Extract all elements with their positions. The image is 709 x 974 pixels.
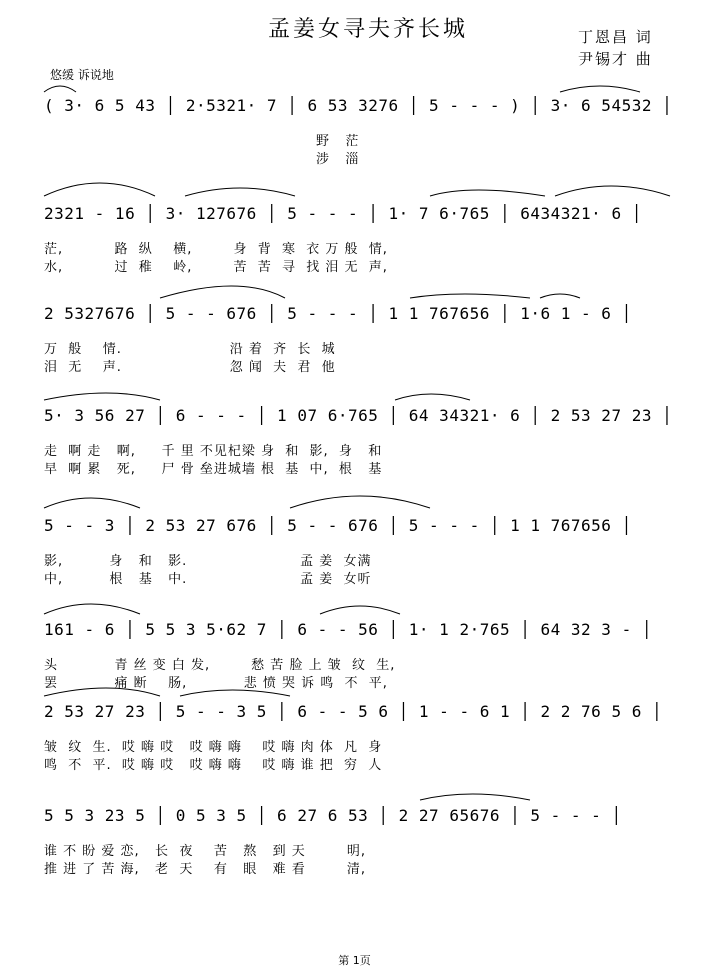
slur — [185, 188, 295, 196]
slur — [395, 394, 470, 400]
lyricist-credit: 丁恩昌 词 — [578, 28, 653, 46]
lyric-verse-2: 早 啊 累 死, 尸 骨 垒进城墙 根 基 中, 根 基 — [44, 462, 383, 477]
slur — [430, 190, 545, 196]
slur — [180, 690, 290, 696]
lyric-verse-1: 野 茫 — [44, 134, 360, 149]
slur — [44, 604, 140, 614]
slur — [410, 294, 530, 298]
slur — [44, 183, 155, 196]
notes-line: 5· 3 56 27 │ 6 - - - │ 1 07 6·765 │ 64 34321· 6 │ 2 53 27 23 │ — [44, 406, 673, 425]
notes-line: 2321 - 16 │ 3· 127676 │ 5 - - - │ 1· 7 6·765 │ 6434321· 6 │ — [44, 204, 642, 223]
slur — [320, 606, 400, 614]
page-number: 第 1页 — [338, 954, 371, 967]
song-title: 孟姜女寻夫齐长城 — [268, 17, 469, 42]
slur — [555, 186, 670, 196]
notes-line: ( 3· 6 5 43 │ 2·5321· 7 │ 6 53 3276 │ 5 - - - ) │ 3· 6 54532 │ — [44, 96, 673, 115]
lyric-verse-1: 皱 纹 生. 哎 嗨 哎 哎 嗨 嗨 哎 嗨 肉 体 凡 身 — [44, 740, 383, 755]
notes-line: 161 - 6 │ 5 5 3 5·62 7 │ 6 - - 56 │ 1· 1 2·765 │ 64 32 3 - │ — [44, 620, 652, 639]
notes-line: 5 - - 3 │ 2 53 27 676 │ 5 - - 676 │ 5 - - - │ 1 1 767656 │ — [44, 516, 632, 535]
composer-credit: 尹锡才 曲 — [578, 50, 653, 68]
slur — [44, 498, 140, 508]
tempo-marking: 悠缓 诉说地 — [50, 68, 114, 82]
slur — [420, 794, 530, 800]
notes-line: 5 5 3 23 5 │ 0 5 3 5 │ 6 27 6 53 │ 2 27 65676 │ 5 - - - │ — [44, 806, 622, 825]
lyric-verse-1: 影, 身 和 影. 孟 姜 女满 — [44, 554, 372, 569]
notes-line: 2 53 27 23 │ 5 - - 3 5 │ 6 - - 5 6 │ 1 - - 6 1 │ 2 2 76 5 6 │ — [44, 702, 663, 721]
lyric-verse-2: 罢 痛 断 肠, 悲 愤 哭 诉 鸣 不 平, — [44, 676, 388, 691]
lyric-verse-1: 走 啊 走 啊, 千 里 不见杞梁 身 和 影, 身 和 — [44, 444, 383, 459]
slur — [160, 286, 285, 298]
slur — [44, 688, 160, 696]
slur — [560, 86, 640, 92]
lyric-verse-2: 推 进 了 苦 海, 老 天 有 眼 难 看 清, — [44, 862, 366, 877]
slur — [44, 86, 76, 92]
slur — [540, 294, 580, 298]
notes-line: 2 5327676 │ 5 - - 676 │ 5 - - - │ 1 1 767656 │ 1·6 1 - 6 │ — [44, 304, 632, 323]
lyric-verse-2: 水, 过 稚 岭, 苦 苦 寻 找 泪 无 声, — [44, 260, 388, 275]
lyric-verse-2: 中, 根 基 中. 孟 姜 女听 — [44, 572, 372, 587]
lyric-verse-1: 谁 不 盼 爱 恋, 长 夜 苦 熬 到 天 明, — [44, 844, 366, 859]
slur — [290, 496, 430, 508]
slur — [44, 393, 160, 400]
lyric-verse-1: 茫, 路 纵 横, 身 背 寒 衣 万 般 情, — [44, 242, 388, 257]
lyric-verse-1: 头 青 丝 变 白 发, 愁 苦 脸 上 皱 纹 生, — [44, 658, 396, 673]
lyric-verse-2: 涉 淄 — [44, 152, 360, 167]
lyric-verse-2: 鸣 不 平. 哎 嗨 哎 哎 嗨 嗨 哎 嗨 谁 把 穷 人 — [44, 758, 383, 773]
lyric-verse-1: 万 般 情. 沿 着 齐 长 城 — [44, 342, 336, 357]
lyric-verse-2: 泪 无 声. 忽 闻 夫 君 他 — [44, 360, 336, 375]
